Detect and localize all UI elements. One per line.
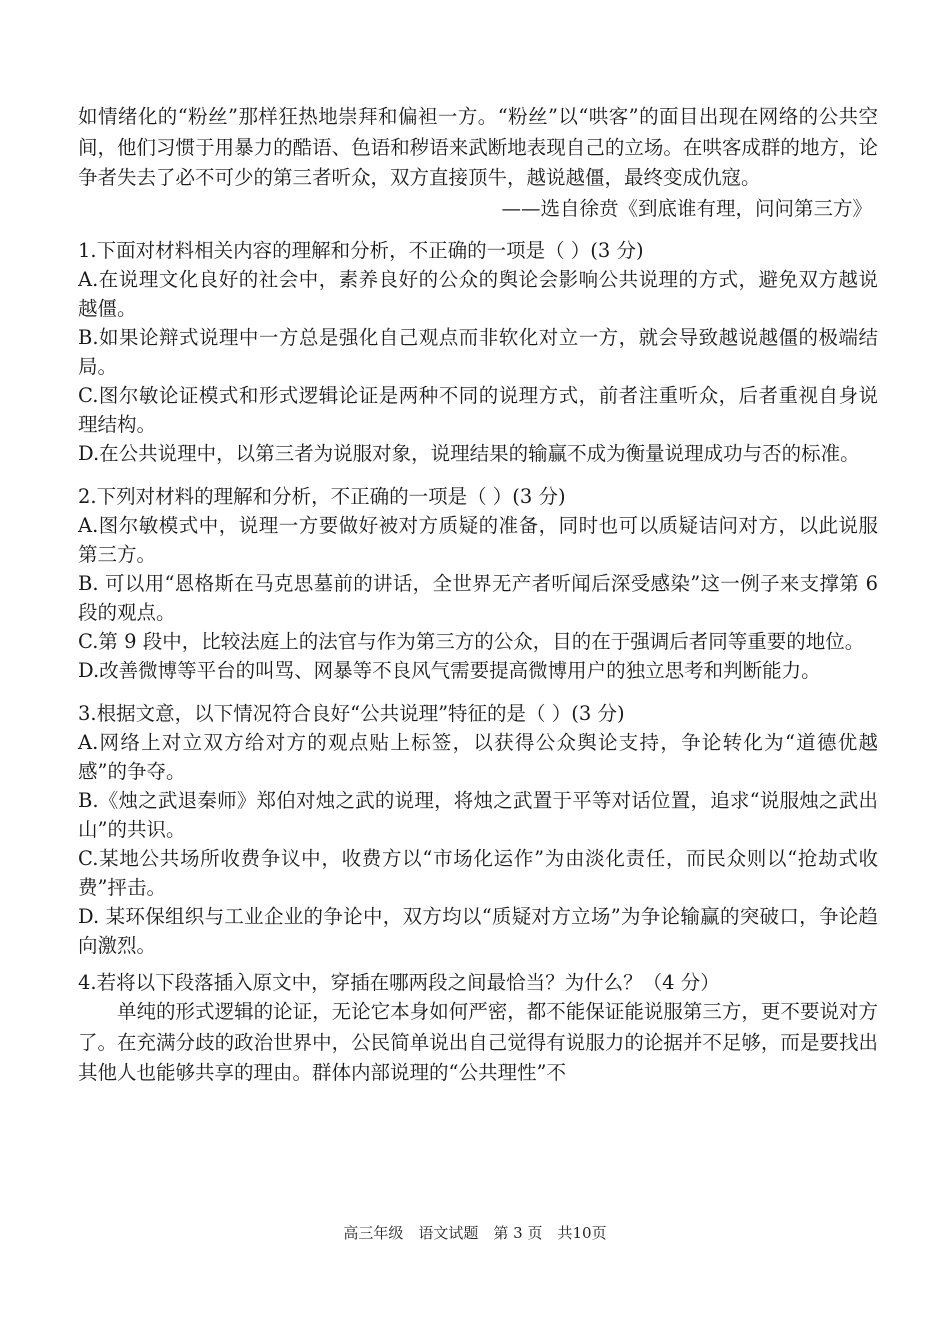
question-stem: 4.若将以下段落插入原文中，穿插在哪两段之间最恰当？为什么？（4 分） (78, 971, 720, 994)
question-2 (78, 482, 878, 685)
question-1 (78, 236, 878, 468)
option-b: B.如果论辩式说理中一方总是强化自己观点而非软化对立一方，就会导致越说越僵的极端结局。 (78, 326, 878, 378)
exam-page (78, 102, 878, 1089)
option-a: A.网络上对立双方给对方的观点贴上标签，以获得公众舆论支持，争论转化为“道德优越感”的争夺。 (78, 731, 878, 783)
question-stem: 1.下面对材料相关内容的理解和分析，不正确的一项是（ ）(3 分) (78, 239, 644, 262)
option-a: A.图尔敏模式中，说理一方要做好被对方质疑的准备，同时也可以质疑诘问对方，以此说服第三方。 (78, 514, 878, 566)
option-c: C.图尔敏论证模式和形式逻辑论证是两种不同的说理方式，前者注重听众，后者重视自身说理结构。 (78, 384, 878, 436)
question-stem: 3.根据文意，以下情况符合良好“公共说理”特征的是（ ）(3 分) (78, 702, 625, 725)
question-3 (78, 699, 878, 960)
question-4 (78, 968, 878, 1089)
option-d: D. 某环保组织与工业企业的争论中，双方均以“质疑对方立场”为争论输赢的突破口，争论趋向激烈。 (78, 905, 878, 957)
option-b: B. 可以用“恩格斯在马克思墓前的讲话，全世界无产者听闻后深受感染”这一例子来支撑第 6 段的观点。 (78, 572, 878, 624)
passage-source: ——选自徐贲《到底谁有理，问问第三方》 (501, 196, 872, 220)
option-d: D.在公共说理中，以第三者为说服对象，说理结果的输赢不成为衡量说理成功与否的标准。 (78, 442, 860, 465)
option-a: A.在说理文化良好的社会中，素养良好的公众的舆论会影响公共说理的方式，避免双方越说越僵。 (78, 268, 878, 320)
question-stem: 2.下列对材料的理解和分析，不正确的一项是（ ）(3 分) (78, 485, 566, 508)
page-footer: 高三年级 语文试题 第 3 页 共10页 (343, 1224, 607, 1242)
passage-paragraph: 如情绪化的“粉丝”那样狂热地崇拜和偏袒一方。“粉丝”以“哄客”的面目出现在网络的公共空间，他们习惯于用暴力的酷语、色语和秽语来武断地表现自己的立场。在哄客成群的地方，论争者失去了必不可少的第三者听众，双方直接顶牛，越说越僵，最终变成仇寇。 (78, 105, 878, 189)
option-b: B.《烛之武退秦师》郑伯对烛之武的说理，将烛之武置于平等对话位置，追求“说服烛之武出山”的共识。 (78, 789, 878, 841)
option-d: D.改善微博等平台的叫骂、网暴等不良风气需要提高微博用户的独立思考和判断能力。 (78, 659, 821, 682)
option-c: C.某地公共场所收费争议中，收费方以“市场化运作”为由淡化责任，而民众则以“抢劫式收费”抨击。 (78, 847, 878, 899)
option-c: C.第 9 段中，比较法庭上的法官与作为第三方的公众，目的在于强调后者同等重要的地位。 (78, 630, 865, 653)
insert-paragraph: 单纯的形式逻辑的论证，无论它本身如何严密，都不能保证能说服第三方，更不要说对方了。在充满分歧的政治世界中，公民简单说出自己觉得有说服力的论据并不足够，而是要找出其他人也能够共享的理由。群体内部说理的“公共理性”不 (78, 1000, 878, 1084)
